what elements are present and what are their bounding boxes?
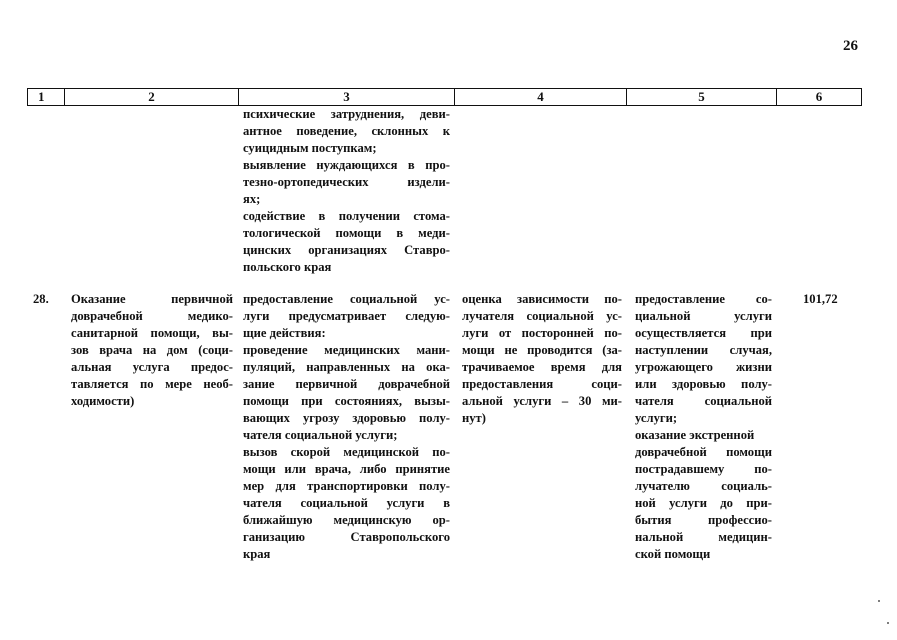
- text-line: чателя социальной услуги в: [243, 496, 450, 510]
- text-line: антное поведение, склонных к: [243, 124, 450, 138]
- column-header-row: [27, 88, 862, 106]
- text-line: суицидным поступкам;: [243, 141, 377, 155]
- text-line: предоставление социальной ус-: [243, 292, 450, 306]
- text-line: трачиваемое время для: [462, 360, 622, 374]
- text-line: цинских организациях Ставро-: [243, 243, 450, 257]
- text-line: ходимости): [71, 394, 135, 408]
- scan-speck: [878, 600, 880, 602]
- text-line: мощи не проводится (за-: [462, 343, 622, 357]
- text-line: лучателя социальной ус-: [462, 309, 622, 323]
- provision-conditions-cell: [635, 291, 772, 563]
- continuation-col3: [243, 106, 450, 276]
- text-line: края: [243, 547, 271, 561]
- tariff-cell: 101,72: [803, 292, 838, 306]
- text-line: осуществляется при: [635, 326, 772, 340]
- text-line: нут): [462, 411, 486, 425]
- text-line: оценка зависимости по-: [462, 292, 622, 306]
- text-line: или здоровью полу-: [635, 377, 772, 391]
- text-line: бытия профессио-: [635, 513, 772, 527]
- text-line: вающих угрозу здоровью полу-: [243, 411, 450, 425]
- text-line: ской помощи: [635, 547, 711, 561]
- text-line: чателя социальной услуги;: [243, 428, 398, 442]
- text-line: Оказание первичной: [71, 292, 233, 306]
- text-line: доврачебной помощи: [635, 445, 772, 459]
- text-line: луги предусматривает следую-: [243, 309, 450, 323]
- text-line: зов врача на дом (соци-: [71, 343, 233, 357]
- dependency-assessment-cell: [462, 291, 622, 427]
- service-description-cell: [243, 291, 450, 563]
- text-line: доврачебной медико-: [71, 309, 233, 323]
- text-line: мощи или врача, либо принятие: [243, 462, 450, 476]
- text-line: угрожающего жизни: [635, 360, 772, 374]
- text-line: помощи при состояниях, вызы-: [243, 394, 450, 408]
- text-line: ной услуги до при-: [635, 496, 772, 510]
- text-line: циальной услуги: [635, 309, 772, 323]
- text-line: тезно-ортопедических издели-: [243, 175, 450, 189]
- text-line: наступлении случая,: [635, 343, 772, 357]
- row-number: 28.: [33, 292, 49, 306]
- text-line: проведение медицинских мани-: [243, 343, 450, 357]
- text-line: ях;: [243, 192, 261, 206]
- service-name-cell: [71, 291, 233, 410]
- text-line: предоставление со-: [635, 292, 772, 306]
- column-number-1: 1: [28, 89, 65, 106]
- page-number: 26: [843, 38, 858, 54]
- text-line: польского края: [243, 260, 332, 274]
- text-line: пострадавшему по-: [635, 462, 772, 476]
- text-line: услуги;: [635, 411, 678, 425]
- text-line: тавляется по мере необ-: [71, 377, 233, 391]
- text-line: альная услуга предос-: [71, 360, 233, 374]
- text-line: ближайшую медицинскую ор-: [243, 513, 450, 527]
- scan-speck: [887, 622, 889, 624]
- column-number-2: 2: [65, 89, 239, 106]
- text-line: содействие в получении стома-: [243, 209, 450, 223]
- text-line: психические затруднения, деви-: [243, 107, 450, 121]
- text-line: оказание экстренной: [635, 428, 755, 442]
- text-line: ганизацию Ставропольского: [243, 530, 450, 544]
- column-number-6: 6: [777, 89, 862, 106]
- text-line: лучателю социаль-: [635, 479, 772, 493]
- text-line: тологической помощи в меди-: [243, 226, 450, 240]
- text-line: вызов скорой медицинской по-: [243, 445, 450, 459]
- text-line: выявление нуждающихся в про-: [243, 158, 450, 172]
- text-line: предоставления соци-: [462, 377, 622, 391]
- text-line: нальной медицин-: [635, 530, 772, 544]
- text-line: зание первичной доврачебной: [243, 377, 450, 391]
- text-line: луги от посторонней по-: [462, 326, 622, 340]
- column-number-5: 5: [627, 89, 777, 106]
- text-line: щие действия:: [243, 326, 326, 340]
- text-line: санитарной помощи, вы-: [71, 326, 233, 340]
- text-line: мер для транспортировки полу-: [243, 479, 450, 493]
- column-number-3: 3: [239, 89, 455, 106]
- text-line: чателя социальной: [635, 394, 772, 408]
- column-number-4: 4: [455, 89, 627, 106]
- text-line: альной услуги – 30 ми-: [462, 394, 622, 408]
- text-line: пуляций, направленных на ока-: [243, 360, 450, 374]
